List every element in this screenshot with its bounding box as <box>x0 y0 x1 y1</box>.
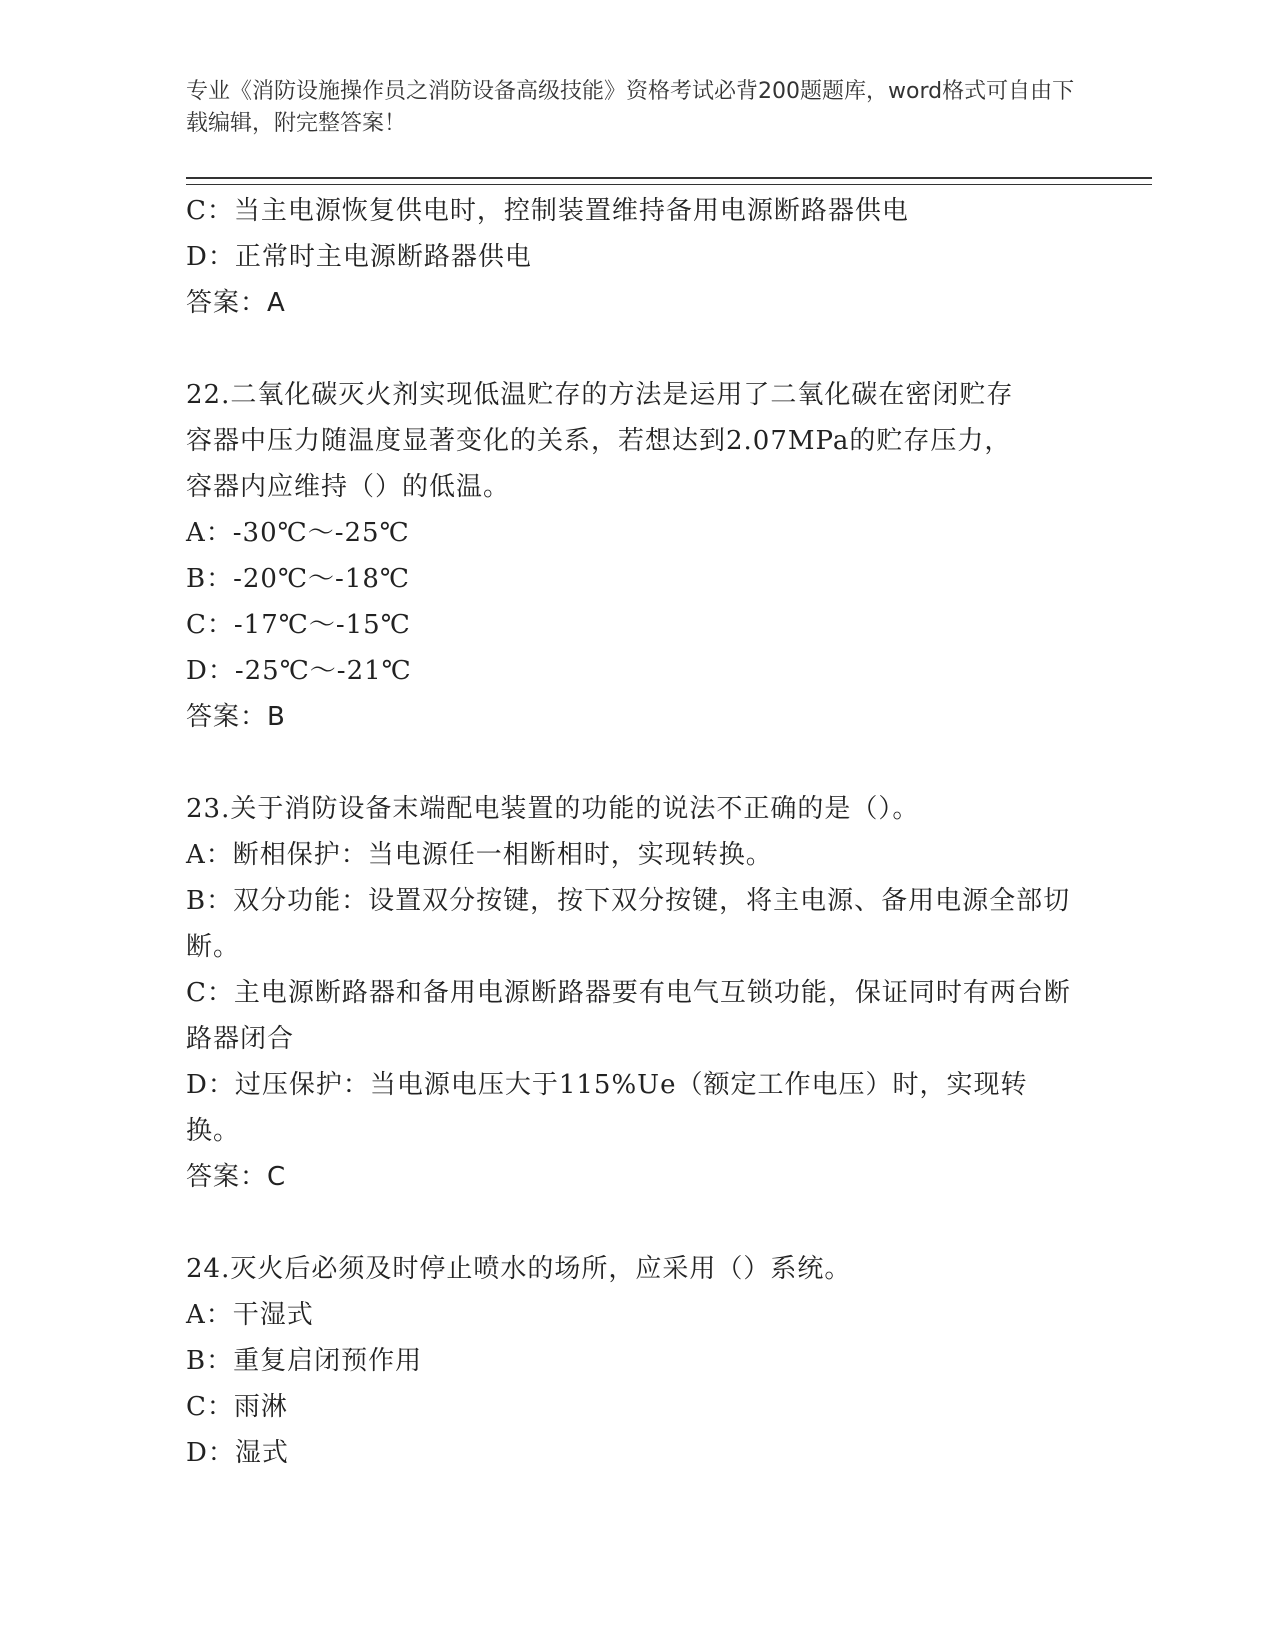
option-d: D：-25℃～-21℃ <box>186 656 412 686</box>
question-continued <box>186 188 1086 326</box>
answer-line: 答案：A <box>186 288 286 318</box>
document-header <box>186 76 1076 140</box>
answer-line: 答案：C <box>186 1162 287 1192</box>
question-22 <box>186 372 1086 740</box>
option-b: B：双分功能：设置双分按键，按下双分按键，将主电源、备用电源全部切断。 <box>186 886 1071 962</box>
question-stem-line: 容器中压力随温度显著变化的关系，若想达到2.07MPa的贮存压力， <box>186 426 1012 456</box>
question-24 <box>186 1246 1086 1476</box>
question-stem-line: 22.二氧化碳灭火剂实现低温贮存的方法是运用了二氧化碳在密闭贮存 <box>186 380 1014 410</box>
header-rule-thick <box>186 177 1152 179</box>
option-c: C：雨淋 <box>186 1392 288 1422</box>
question-stem-line: 23.关于消防设备末端配电装置的功能的说法不正确的是（）。 <box>186 794 920 824</box>
question-stem-line: 容器内应维持（）的低温。 <box>186 472 511 502</box>
header-title: 专业《消防设施操作员之消防设备高级技能》资格考试必背200题题库，word格式可自由下载编辑，附完整答案！ <box>186 79 1075 136</box>
option-a: A：干湿式 <box>186 1300 314 1330</box>
spacer <box>186 740 1086 786</box>
option-c: C：当主电源恢复供电时，控制装置维持备用电源断路器供电 <box>186 196 909 226</box>
spacer <box>186 326 1086 372</box>
answer-line: 答案：B <box>186 702 286 732</box>
option-d: D：正常时主电源断路器供电 <box>186 242 532 272</box>
document-body <box>186 188 1086 1476</box>
question-23 <box>186 786 1086 1200</box>
option-b: B：重复启闭预作用 <box>186 1346 423 1376</box>
option-d: D：湿式 <box>186 1438 289 1468</box>
option-a: A：-30℃～-25℃ <box>186 518 410 548</box>
option-d: D：过压保护：当电源电压大于115%Ue（额定工作电压）时，实现转换。 <box>186 1070 1028 1146</box>
spacer <box>186 1200 1086 1246</box>
option-a: A：断相保护：当电源任一相断相时，实现转换。 <box>186 840 773 870</box>
option-b: B：-20℃～-18℃ <box>186 564 411 594</box>
option-c: C：主电源断路器和备用电源断路器要有电气互锁功能，保证同时有两台断路器闭合 <box>186 978 1071 1054</box>
header-rule-thin <box>186 184 1152 185</box>
option-c: C：-17℃～-15℃ <box>186 610 411 640</box>
question-stem-line: 24.灭火后必须及时停止喷水的场所，应采用（）系统。 <box>186 1254 852 1284</box>
